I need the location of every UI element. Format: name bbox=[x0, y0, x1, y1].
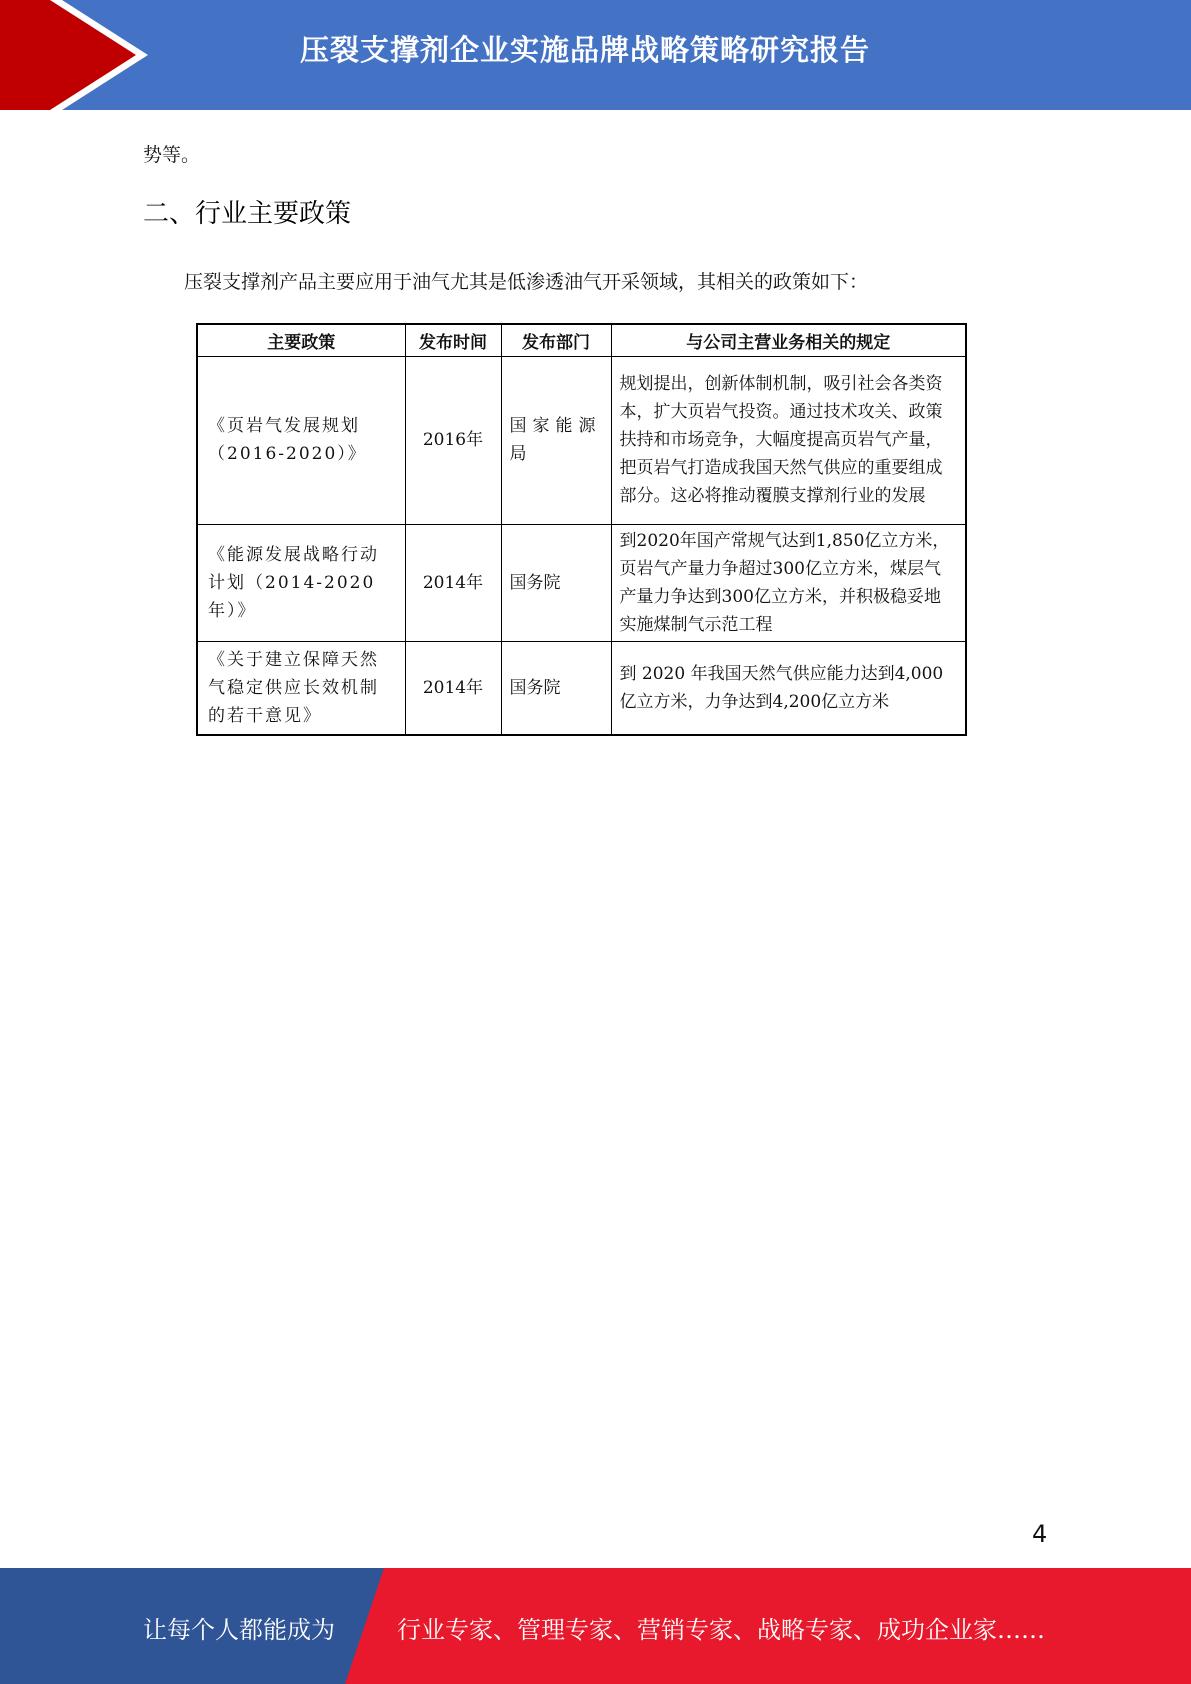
policy-rule: 到 2020 年我国天然气供应能力达到4,000亿立方米，力争达到4,200亿立方米 bbox=[611, 641, 966, 735]
publish-time: 2016年 bbox=[405, 356, 501, 524]
page-number: 4 bbox=[1032, 1520, 1048, 1548]
table-row bbox=[197, 356, 966, 524]
header-dept: 发布部门 bbox=[501, 324, 611, 356]
policy-name: 《能源发展战略行动计划（2014-2020年）》 bbox=[197, 524, 405, 641]
footer-slogan-right: 行业专家、管理专家、营销专家、战略专家、成功企业家…… bbox=[397, 1616, 1045, 1644]
publish-dept: 国务院 bbox=[501, 641, 611, 735]
header-rule: 与公司主营业务相关的规定 bbox=[611, 324, 966, 356]
header-time: 发布时间 bbox=[405, 324, 501, 356]
publish-dept: 国家能源局 bbox=[501, 356, 611, 524]
footer-slogan-left: 让每个人都能成为 bbox=[143, 1616, 335, 1644]
publish-time: 2014年 bbox=[405, 524, 501, 641]
chevron-decoration-icon bbox=[0, 0, 160, 110]
header-banner bbox=[0, 0, 1191, 110]
section-heading: 二、行业主要政策 bbox=[143, 199, 352, 229]
publish-time: 2014年 bbox=[405, 641, 501, 735]
header-policy: 主要政策 bbox=[197, 324, 405, 356]
table-header-row bbox=[197, 324, 966, 356]
footer-banner bbox=[0, 1568, 1191, 1684]
table-row bbox=[197, 524, 966, 641]
continued-text: 势等。 bbox=[143, 144, 201, 166]
policy-name: 《页岩气发展规划（2016-2020）》 bbox=[197, 356, 405, 524]
policy-table bbox=[196, 323, 967, 736]
policy-name: 《关于建立保障天然气稳定供应长效机制的若干意见》 bbox=[197, 641, 405, 735]
publish-dept: 国务院 bbox=[501, 524, 611, 641]
table-row bbox=[197, 641, 966, 735]
policy-rule: 到2020年国产常规气达到1,850亿立方米，页岩气产量力争超过300亿立方米，煤层气产量力争达到300亿立方米，并积极稳妥地实施煤制气示范工程 bbox=[611, 524, 966, 641]
intro-paragraph: 压裂支撑剂产品主要应用于油气尤其是低渗透油气开采领域，其相关的政策如下： bbox=[184, 271, 869, 293]
policy-rule: 规划提出，创新体制机制，吸引社会各类资本，扩大页岩气投资。通过技术攻关、政策扶持和市场竞争，大幅度提高页岩气产量，把页岩气打造成我国天然气供应的重要组成部分。这必将推动覆膜支撑剂行业的发展 bbox=[611, 356, 966, 524]
report-title: 压裂支撑剂企业实施品牌战略策略研究报告 bbox=[300, 33, 871, 67]
